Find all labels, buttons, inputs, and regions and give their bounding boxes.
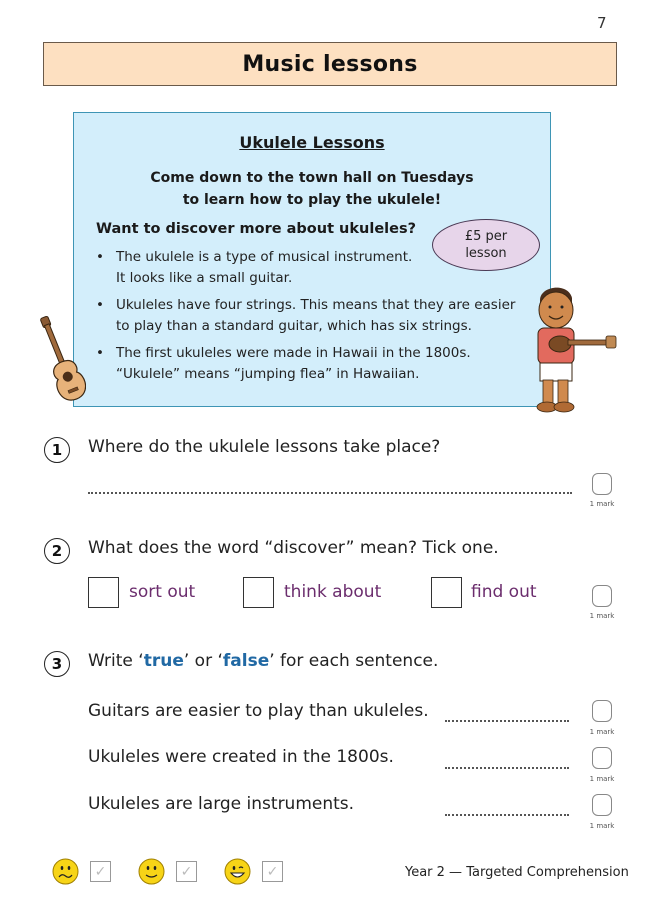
ukulele-icon	[36, 310, 86, 410]
fact-line: to play than a standard guitar, which has six strings.	[116, 318, 472, 334]
statement-3: Ukuleles are large instruments.	[88, 794, 355, 814]
fact-list	[94, 247, 534, 391]
option-sort-out: sort out	[129, 582, 196, 602]
q3-prefix: Write ‘	[88, 651, 144, 671]
self-assess-check-3[interactable]: ✓	[262, 861, 283, 882]
mark-label-q2: 1 mark	[589, 612, 615, 620]
question-3-text	[88, 651, 438, 671]
fact-line: “Ukulele” means “jumping flea” in Hawaiian.	[116, 366, 420, 382]
bullet-icon: •	[96, 297, 104, 313]
info-box-heading: Want to discover more about ukuleles?	[96, 221, 416, 237]
statement-1: Guitars are easier to play than ukuleles.	[88, 701, 429, 721]
footer-caption: Year 2 — Targeted Comprehension	[405, 865, 629, 880]
boy-playing-ukulele-icon	[526, 280, 621, 415]
keyword-true: true	[143, 651, 184, 671]
option-think-about: think about	[284, 582, 382, 602]
fact-line: It looks like a small guitar.	[116, 270, 293, 286]
question-2-text: What does the word “discover” mean? Tick one.	[88, 538, 499, 558]
q3-suffix: ’ for each sentence.	[269, 651, 439, 671]
fact-line: Ukuleles have four strings. This means that they are easier	[116, 297, 516, 313]
page-number: 7	[597, 14, 607, 32]
fact-line: The first ukuleles were made in Hawaii in the 1800s.	[116, 345, 471, 361]
tick-box-find-out[interactable]	[431, 577, 462, 608]
bullet-icon: •	[96, 345, 104, 361]
mark-label-statement-2: 1 mark	[589, 775, 615, 783]
mark-box-statement-1[interactable]	[592, 700, 612, 722]
mark-box-q1[interactable]	[592, 473, 612, 495]
mark-label-statement-3: 1 mark	[589, 822, 615, 830]
mark-label-q1: 1 mark	[589, 500, 615, 508]
fact-item	[94, 295, 534, 337]
worried-face-icon	[52, 858, 79, 885]
self-assess-check-1[interactable]: ✓	[90, 861, 111, 882]
subtitle-line-2: to learn how to play the ukulele!	[182, 192, 442, 208]
tick-box-think-about[interactable]	[243, 577, 274, 608]
question-number-2: 2	[44, 538, 70, 564]
mark-box-q2[interactable]	[592, 585, 612, 607]
bullet-icon: •	[96, 249, 104, 265]
price-line-2: lesson	[465, 246, 507, 261]
tick-box-sort-out[interactable]	[88, 577, 119, 608]
subtitle-line-1: Come down to the town hall on Tuesdays	[150, 170, 474, 186]
title-banner	[43, 42, 617, 86]
fact-item	[94, 247, 534, 289]
fact-line: The ukulele is a type of musical instrument.	[116, 249, 413, 265]
page-title: Music lessons	[242, 51, 418, 77]
question-number-1: 1	[44, 437, 70, 463]
question-1-text: Where do the ukulele lessons take place?	[88, 437, 441, 457]
info-box	[73, 112, 551, 407]
statement-2: Ukuleles were created in the 1800s.	[88, 747, 394, 767]
fact-item	[94, 343, 534, 385]
self-assess-check-2[interactable]: ✓	[176, 861, 197, 882]
smiling-face-icon	[138, 858, 165, 885]
answer-line-statement-3[interactable]	[445, 814, 569, 816]
price-line-1: £5 per	[464, 229, 508, 244]
question-number-3: 3	[44, 651, 70, 677]
mark-box-statement-3[interactable]	[592, 794, 612, 816]
info-box-subtitle	[74, 167, 550, 211]
mark-box-statement-2[interactable]	[592, 747, 612, 769]
option-find-out: find out	[471, 582, 537, 602]
answer-line-q1[interactable]	[88, 492, 572, 494]
mark-label-statement-1: 1 mark	[589, 728, 615, 736]
q3-middle: ’ or ‘	[183, 651, 223, 671]
info-box-title: Ukulele Lessons	[239, 133, 385, 152]
answer-line-statement-2[interactable]	[445, 767, 569, 769]
winking-face-icon	[224, 858, 251, 885]
answer-line-statement-1[interactable]	[445, 720, 569, 722]
keyword-false: false	[222, 651, 270, 671]
